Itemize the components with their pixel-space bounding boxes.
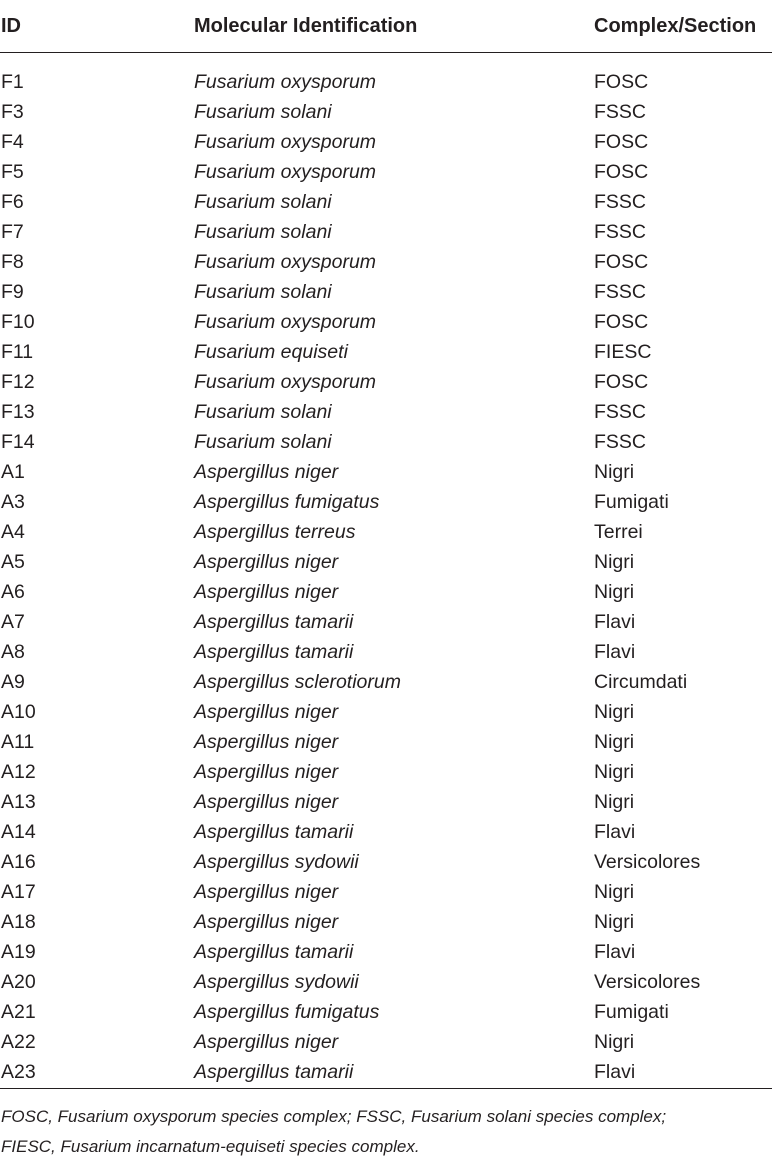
cell-molecular-identification: Aspergillus niger [194, 910, 339, 933]
cell-molecular-identification: Aspergillus sclerotiorum [194, 670, 401, 693]
header-row [0, 0, 772, 53]
cell-molecular-identification: Aspergillus niger [194, 880, 339, 903]
table-row [0, 787, 772, 817]
cell-id: F7 [1, 220, 24, 243]
cell-complex-section: Nigri [594, 700, 635, 723]
cell-molecular-identification: Fusarium solani [194, 100, 332, 123]
cell-id: A18 [1, 910, 36, 933]
cell-molecular-identification: Fusarium solani [194, 220, 332, 243]
cell-complex-section: Flavi [594, 820, 636, 843]
cell-molecular-identification: Aspergillus fumigatus [194, 490, 380, 513]
table-row [0, 967, 772, 997]
table-row [0, 727, 772, 757]
cell-id: A1 [1, 460, 25, 483]
cell-molecular-identification: Aspergillus terreus [194, 520, 356, 543]
cell-id: A17 [1, 880, 36, 903]
cell-id: F9 [1, 280, 24, 303]
table-row [0, 997, 772, 1027]
cell-complex-section: Nigri [594, 460, 635, 483]
cell-id: A23 [0, 1057, 190, 1089]
cell-complex-section: Flavi [594, 610, 636, 633]
table-header [0, 0, 772, 53]
cell-complex-section: Nigri [594, 880, 635, 903]
cell-molecular-identification: Aspergillus niger [194, 1030, 339, 1053]
cell-complex-section: Versicolores [594, 970, 701, 993]
table-row [0, 157, 772, 187]
table-row [0, 907, 772, 937]
cell-complex-section: Flavi [594, 940, 636, 963]
table-row [0, 937, 772, 967]
cell-id: A5 [1, 550, 25, 573]
table-row [0, 337, 772, 367]
table-row [0, 637, 772, 667]
header-spacer [0, 53, 772, 68]
cell-id: A11 [1, 730, 35, 753]
cell-id: A3 [1, 490, 25, 513]
cell-complex-section: Nigri [594, 790, 635, 813]
cell-complex-section: Versicolores [594, 850, 701, 873]
cell-complex-section: FOSC [594, 250, 649, 273]
cell-complex-section: FSSC [594, 220, 647, 243]
table-row [0, 847, 772, 877]
table-row [0, 397, 772, 427]
cell-complex-section: FSSC [594, 280, 647, 303]
table-row [0, 217, 772, 247]
cell-id: F12 [1, 370, 35, 393]
cell-complex-section: FOSC [594, 160, 649, 183]
cell-id: F1 [1, 70, 24, 93]
cell-id: A8 [1, 640, 25, 663]
table-footnote [1, 1102, 769, 1162]
cell-id: F14 [1, 430, 35, 453]
table-row [0, 127, 772, 157]
footnote-line-1: FOSC, Fusarium oxysporum species complex; FSSC, Fusarium solani species complex; [1, 1107, 667, 1126]
header-molecular-identification: Molecular Identification [190, 0, 590, 53]
cell-molecular-identification: Aspergillus tamarii [190, 1057, 590, 1089]
cell-molecular-identification: Fusarium oxysporum [194, 130, 377, 153]
cell-molecular-identification: Fusarium solani [194, 190, 332, 213]
cell-complex-section: FSSC [594, 190, 647, 213]
cell-id: A12 [1, 760, 36, 783]
table-row [0, 97, 772, 127]
cell-molecular-identification: Fusarium solani [194, 400, 332, 423]
cell-id: F11 [1, 340, 34, 363]
cell-id: A7 [1, 610, 25, 633]
cell-complex-section: Flavi [590, 1057, 772, 1089]
table-row [0, 187, 772, 217]
cell-molecular-identification: Aspergillus niger [194, 790, 339, 813]
cell-complex-section: FSSC [594, 430, 647, 453]
cell-complex-section: Nigri [594, 760, 635, 783]
table-row [0, 877, 772, 907]
table-row [0, 817, 772, 847]
table-row [0, 427, 772, 457]
cell-id: F6 [1, 190, 24, 213]
cell-molecular-identification: Fusarium oxysporum [194, 160, 377, 183]
table-row [0, 487, 772, 517]
cell-id: A19 [1, 940, 36, 963]
cell-complex-section: FSSC [594, 400, 647, 423]
cell-complex-section: Fumigati [594, 1000, 669, 1023]
cell-molecular-identification: Aspergillus tamarii [194, 610, 354, 633]
table-row [0, 1027, 772, 1057]
cell-id: F13 [1, 400, 35, 423]
table-row [0, 277, 772, 307]
cell-complex-section: Nigri [594, 580, 635, 603]
table-row [0, 547, 772, 577]
cell-molecular-identification: Aspergillus niger [194, 700, 339, 723]
cell-molecular-identification: Aspergillus sydowii [194, 850, 359, 873]
cell-molecular-identification: Fusarium equiseti [194, 340, 348, 363]
cell-molecular-identification: Fusarium solani [194, 280, 332, 303]
cell-id: F5 [1, 160, 24, 183]
cell-id: A4 [1, 520, 25, 543]
cell-id: A14 [1, 820, 36, 843]
cell-molecular-identification: Aspergillus niger [194, 550, 339, 573]
table-row [0, 667, 772, 697]
cell-complex-section: Circumdati [594, 670, 688, 693]
cell-complex-section: FOSC [594, 310, 649, 333]
cell-molecular-identification: Aspergillus fumigatus [194, 1000, 380, 1023]
header-id: ID [0, 0, 190, 53]
cell-molecular-identification: Aspergillus sydowii [194, 970, 359, 993]
cell-complex-section: Nigri [594, 910, 635, 933]
cell-molecular-identification: Aspergillus tamarii [194, 640, 354, 663]
cell-id: A6 [1, 580, 25, 603]
cell-molecular-identification: Aspergillus niger [194, 760, 339, 783]
cell-complex-section: FOSC [594, 130, 649, 153]
table-row [0, 247, 772, 277]
cell-complex-section: Nigri [594, 1030, 635, 1053]
cell-id: A13 [1, 790, 36, 813]
cell-complex-section: FOSC [594, 70, 649, 93]
cell-molecular-identification: Fusarium oxysporum [194, 70, 377, 93]
table-row [0, 697, 772, 727]
cell-molecular-identification: Fusarium oxysporum [194, 250, 377, 273]
cell-complex-section: FIESC [594, 340, 652, 363]
cell-id: F3 [1, 100, 24, 123]
cell-id: F4 [1, 130, 24, 153]
table-row [0, 757, 772, 787]
table-row [0, 367, 772, 397]
table-row [0, 67, 772, 97]
table-row [0, 1057, 772, 1089]
cell-molecular-identification: Aspergillus niger [194, 730, 339, 753]
cell-id: A9 [1, 670, 25, 693]
cell-molecular-identification: Aspergillus niger [194, 460, 339, 483]
cell-id: A22 [1, 1030, 36, 1053]
table-row [0, 517, 772, 547]
cell-id: A21 [1, 1000, 36, 1023]
cell-id: A10 [1, 700, 36, 723]
table-row [0, 607, 772, 637]
cell-complex-section: Nigri [594, 550, 635, 573]
cell-molecular-identification: Fusarium solani [194, 430, 332, 453]
cell-molecular-identification: Aspergillus tamarii [194, 940, 354, 963]
cell-id: A16 [1, 850, 36, 873]
cell-complex-section: Terrei [594, 520, 643, 543]
cell-id: F8 [1, 250, 24, 273]
cell-id: F10 [1, 310, 35, 333]
cell-molecular-identification: Aspergillus niger [194, 580, 339, 603]
header-complex-section: Complex/Section [590, 0, 772, 53]
cell-complex-section: Nigri [594, 730, 635, 753]
table-row [0, 307, 772, 337]
cell-complex-section: FOSC [594, 370, 649, 393]
cell-complex-section: FSSC [594, 100, 647, 123]
cell-complex-section: Fumigati [594, 490, 669, 513]
table-row [0, 577, 772, 607]
table-row [0, 457, 772, 487]
cell-molecular-identification: Fusarium oxysporum [194, 310, 377, 333]
cell-complex-section: Flavi [594, 640, 636, 663]
footnote-line-2: FIESC, Fusarium incarnatum-equiseti species complex. [1, 1137, 420, 1156]
table-body [0, 53, 772, 1089]
cell-molecular-identification: Fusarium oxysporum [194, 370, 377, 393]
cell-id: A20 [1, 970, 36, 993]
cell-molecular-identification: Aspergillus tamarii [194, 820, 354, 843]
